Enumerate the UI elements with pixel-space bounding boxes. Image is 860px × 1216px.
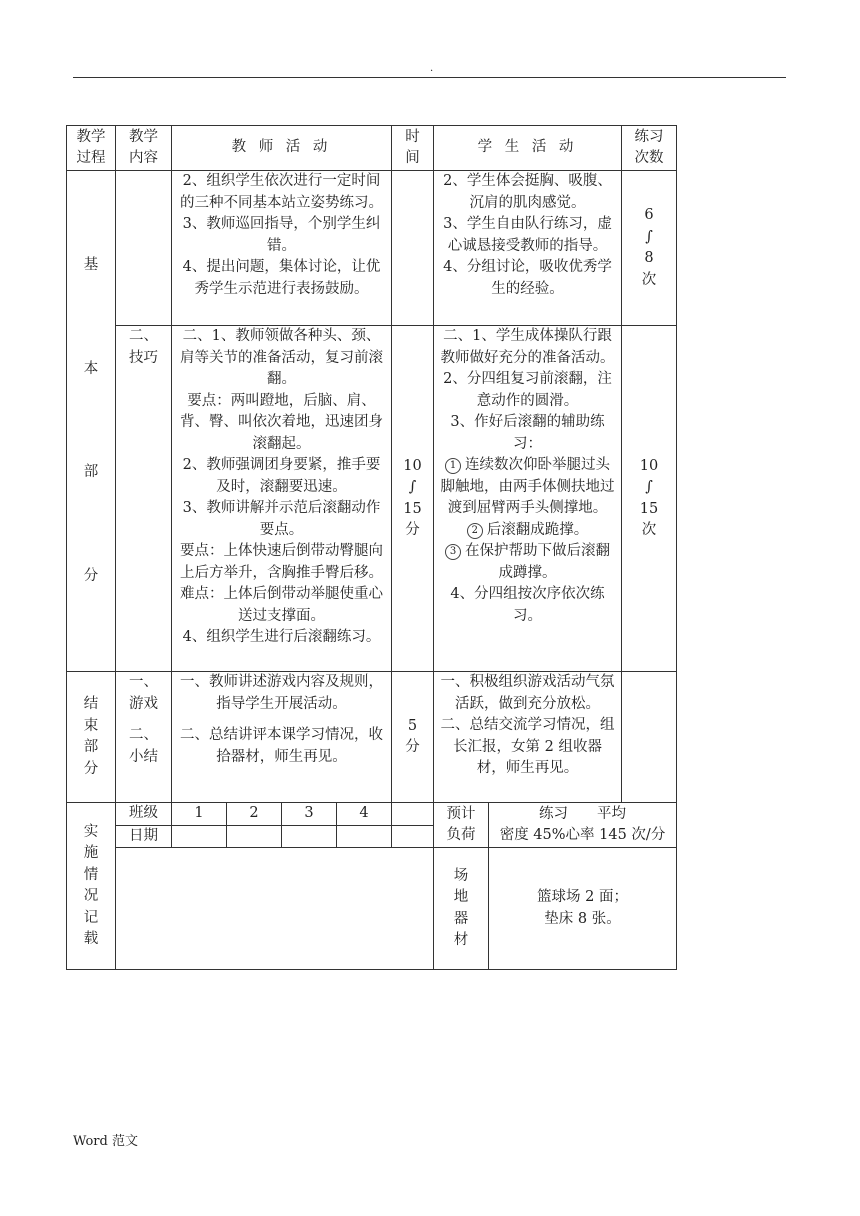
student-item: 2、学生体会挺胸、吸腹、沉肩的肌肉感觉。 — [443, 173, 612, 211]
basic-row-2 — [67, 326, 677, 672]
teacher-item: 4、组织学生进行后滚翻练习。 — [182, 629, 381, 645]
student-item: 二、总结交流学习情况，组长汇报，女第 2 组收器材，师生再见。 — [440, 717, 615, 776]
teacher-item: 要点：上体快速后倒带动臀腿向上后方举升，含胸推手臀后移。 — [180, 543, 383, 581]
class-row — [67, 803, 677, 826]
class-1: 1 — [172, 803, 227, 826]
date-label: 日期 — [116, 825, 172, 848]
venue-value: 篮球场 2 面； 垫床 8 张。 — [489, 848, 677, 970]
header-time: 时 间 — [392, 126, 434, 171]
teacher-item: 4、提出问题，集体讨论，让优秀学生示范进行表扬鼓励。 — [182, 259, 381, 297]
teacher-item: 2、组织学生依次进行一定时间的三种不同基本站立姿势练习。 — [180, 173, 383, 211]
basic-row1-student — [434, 171, 622, 326]
number-circle-icon: 1 — [445, 458, 461, 474]
number-circle-icon: 2 — [467, 523, 483, 539]
class-label: 班级 — [116, 803, 172, 826]
student-item: 一、积极组织游戏活动气氛活跃，做到充分放松。 — [440, 674, 615, 712]
header-rule — [73, 77, 786, 78]
end-time: 5 分 — [392, 672, 434, 803]
date-1 — [172, 825, 227, 848]
class-2: 2 — [227, 803, 282, 826]
date-4 — [337, 825, 392, 848]
end-part-label: 结 束 部 分 — [67, 672, 116, 803]
basic-row1-teacher — [172, 171, 392, 326]
basic-row2-student — [434, 326, 622, 672]
student-numbered-item: 3 在保护帮助下做后滚翻成蹲撑。 — [439, 541, 616, 584]
teacher-item: 二、总结讲评本课学习情况，收拾器材，师生再见。 — [180, 727, 383, 765]
basic-row2-teacher — [172, 326, 392, 672]
header-student: 学 生 活 动 — [434, 126, 622, 171]
teacher-item: 要点：两叫蹬地，后脑、肩、背、臀、叫依次着地，迅速团身滚翻起。 — [180, 392, 383, 452]
end-teacher — [172, 672, 392, 803]
end-count — [622, 672, 677, 803]
student-item: 3、学生自由队行练习，虚心诚恳接受教师的指导。 — [443, 216, 612, 254]
end-content: 一、 游戏 二、 小结 — [116, 672, 172, 803]
footer-text: Word 范文 — [73, 1134, 138, 1149]
class-4: 4 — [337, 803, 392, 826]
date-3 — [282, 825, 337, 848]
end-student — [434, 672, 622, 803]
teacher-item: 难点：上体后倒带动举腿使重心送过支撑面。 — [180, 586, 383, 624]
venue-label: 场 地 器 材 — [434, 848, 489, 970]
teacher-item: 2、教师强调团身要紧，推手要及时，滚翻要迅速。 — [182, 457, 381, 495]
date-5 — [392, 825, 434, 848]
student-item: 2、分四组复习前滚翻，注意动作的圆滑。 — [443, 371, 612, 409]
record-area — [116, 848, 434, 970]
basic-part-label: 基 本 部 分 — [67, 171, 116, 672]
student-numbered-item: 2 后滚翻成跪撑。 — [439, 520, 616, 542]
teacher-item: 3、教师讲解并示范后滚翻动作要点。 — [182, 500, 381, 538]
basic-row1-time — [392, 171, 434, 326]
load-label: 预计 负荷 — [434, 803, 489, 848]
date-2 — [227, 825, 282, 848]
end-row — [67, 672, 677, 803]
student-numbered-item: 1 连续数次仰卧举腿过头脚触地，由两手体侧扶地过渡到屈臂两手头侧撑地。 — [440, 457, 615, 516]
student-item: 4、分四组按次序依次练习。 — [450, 586, 605, 624]
header-row — [67, 126, 677, 171]
basic-row2-time: 10 ∫ 15 分 — [392, 326, 434, 672]
basic-row1-count: 6 ∫ 8 次 — [622, 171, 677, 326]
header-teacher: 教 师 活 动 — [172, 126, 392, 171]
header-content: 教学 内容 — [116, 126, 172, 171]
class-3: 3 — [282, 803, 337, 826]
number-circle-icon: 3 — [445, 544, 461, 560]
class-5 — [392, 803, 434, 826]
student-item: 3、作好后滚翻的辅助练习： — [450, 414, 605, 452]
teacher-item: 二、1、教师领做各种头、颈、肩等关节的准备活动，复习前滚翻。 — [180, 328, 383, 387]
basic-row-1 — [67, 171, 677, 326]
teacher-item: 3、教师巡回指导，个别学生纠错。 — [182, 216, 381, 254]
basic-row1-content — [116, 171, 172, 326]
header-mark: . — [430, 63, 434, 74]
implementation-label: 实 施 情 况 记 载 — [67, 803, 116, 970]
load-value: 练习 平均 密度 45%心率 145 次/分 — [489, 803, 677, 848]
teacher-item: 一、教师讲述游戏内容及规则，指导学生开展活动。 — [180, 674, 383, 712]
student-item: 4、分组讨论，吸收优秀学生的经验。 — [443, 259, 612, 297]
lesson-plan-table — [66, 125, 677, 970]
student-item: 二、1、学生成体操队行跟教师做好充分的准备活动。 — [440, 328, 615, 366]
header-count: 练习 次数 — [622, 126, 677, 171]
basic-row2-content: 二、 技巧 — [116, 326, 172, 672]
record-row — [67, 848, 677, 970]
basic-row2-count: 10 ∫ 15 次 — [622, 326, 677, 672]
header-process: 教学 过程 — [67, 126, 116, 171]
